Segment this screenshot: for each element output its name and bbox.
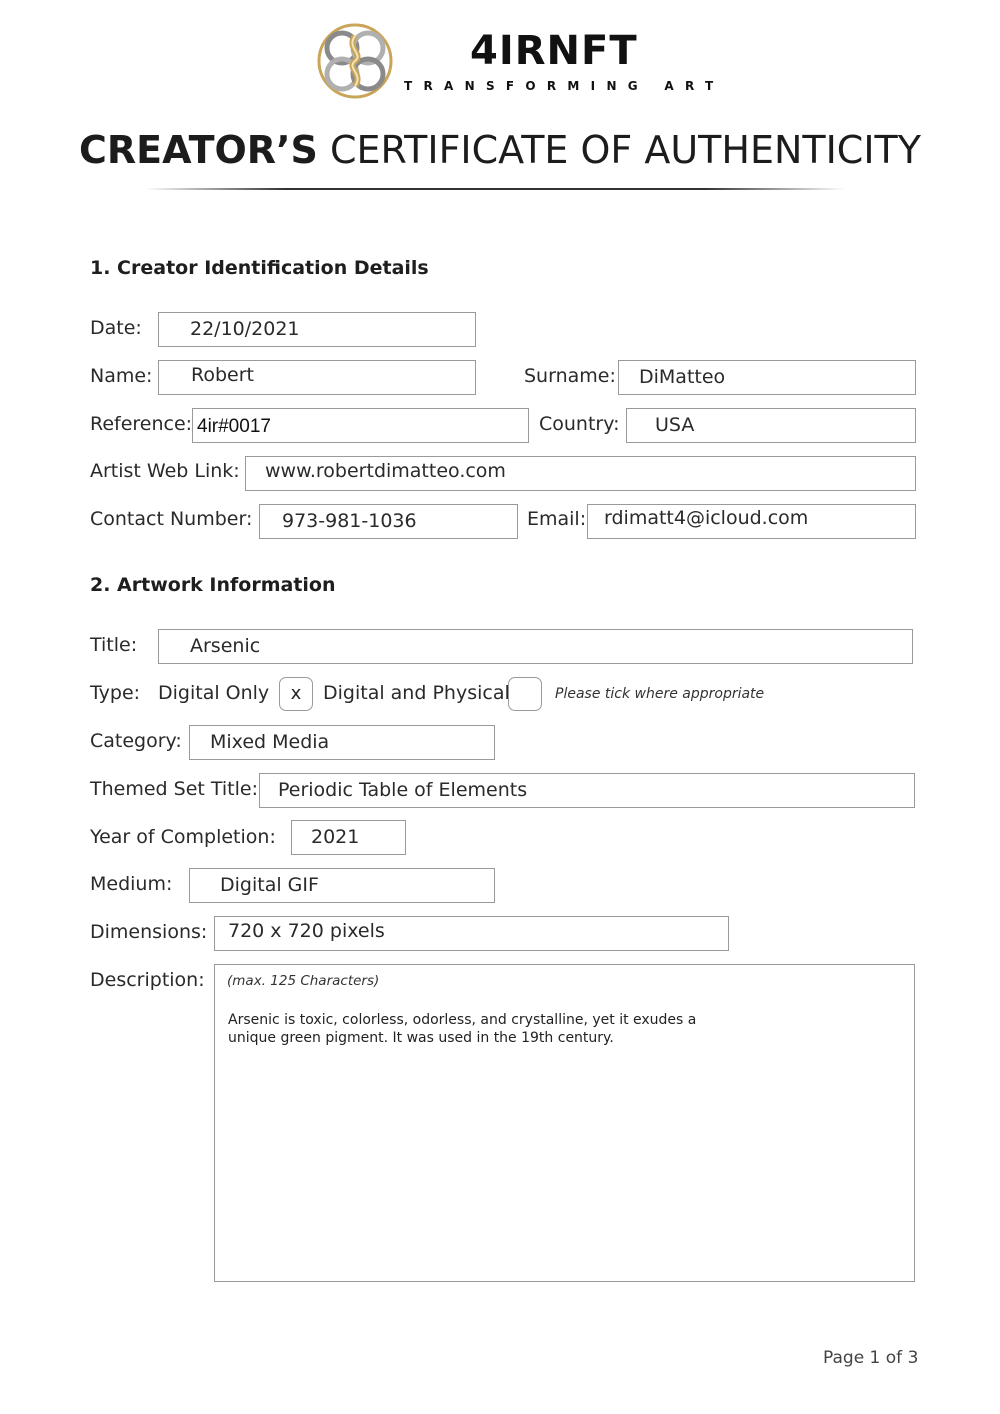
title-field[interactable] [158,629,913,664]
title-value: Arsenic [190,635,261,657]
themed-set-label: Themed Set Title: [90,778,258,800]
email-value: rdimatt4@icloud.com [604,507,809,529]
description-label: Description: [90,969,205,991]
description-field[interactable] [214,964,915,1282]
name-value: Robert [191,364,254,386]
dimensions-label: Dimensions: [90,921,208,943]
certificate-title [0,128,1000,172]
date-value: 22/10/2021 [190,318,300,340]
category-field[interactable] [189,725,495,760]
type-hint: Please tick where appropriate [555,686,765,702]
surname-field[interactable] [618,360,916,395]
surname-value: DiMatteo [639,366,726,388]
weblink-label: Artist Web Link: [90,460,240,482]
year-label: Year of Completion: [90,826,276,848]
type-label: Type: [90,682,141,704]
weblink-value: www.robertdimatteo.com [265,460,506,482]
medium-label: Medium: [90,873,173,895]
reference-label: Reference: [90,413,193,435]
year-value: 2021 [311,826,360,848]
section-heading-creator: 1. Creator Identification Details [90,257,429,279]
name-field[interactable] [158,360,476,395]
date-field[interactable] [158,312,476,347]
name-label: Name: [90,365,153,387]
weblink-field[interactable] [245,456,916,491]
reference-field[interactable] [192,408,529,443]
type-digital-physical-label: Digital and Physical [323,682,510,704]
digital-physical-checkbox[interactable] [508,677,542,711]
year-field[interactable] [291,820,406,855]
contact-field[interactable] [259,504,518,539]
digital-only-checkbox[interactable]: x [279,677,313,711]
description-value: Arsenic is toxic, colorless, odorless, and crystalline, yet it exudes a unique green pigment. It was used in the 19th century. [228,1012,697,1046]
country-field[interactable] [626,408,916,443]
title-divider [145,188,845,190]
reference-value: 4ir#0017 [197,416,271,437]
description-note: (max. 125 Characters) [227,973,380,989]
brand-tagline: TRANSFORMING ART [404,79,725,93]
email-label: Email: [527,508,587,530]
title-rest: CERTIFICATE OF AUTHENTICITY [329,128,921,172]
title-bold: CREATOR’S [79,128,318,172]
medium-value: Digital GIF [220,874,319,896]
brand-emblem-icon [316,22,394,100]
category-value: Mixed Media [210,731,330,753]
title-label: Title: [90,634,138,656]
section-heading-artwork: 2. Artwork Information [90,574,336,596]
date-label: Date: [90,317,142,339]
themed-set-value: Periodic Table of Elements [278,779,528,801]
medium-field[interactable] [189,868,495,903]
page-number: Page 1 of 3 [823,1348,919,1368]
surname-label: Surname: [524,365,616,387]
type-digital-only-label: Digital Only [158,682,270,704]
dimensions-field[interactable] [214,916,729,951]
themed-set-field[interactable] [259,773,915,808]
dimensions-value: 720 x 720 pixels [228,920,385,942]
contact-value: 973-981-1036 [282,510,417,532]
contact-label: Contact Number: [90,508,253,530]
category-label: Category: [90,730,182,752]
brand-name: 4IRNFT [470,28,638,74]
country-value: USA [655,414,695,436]
email-field[interactable] [587,504,916,539]
country-label: Country: [539,413,620,435]
